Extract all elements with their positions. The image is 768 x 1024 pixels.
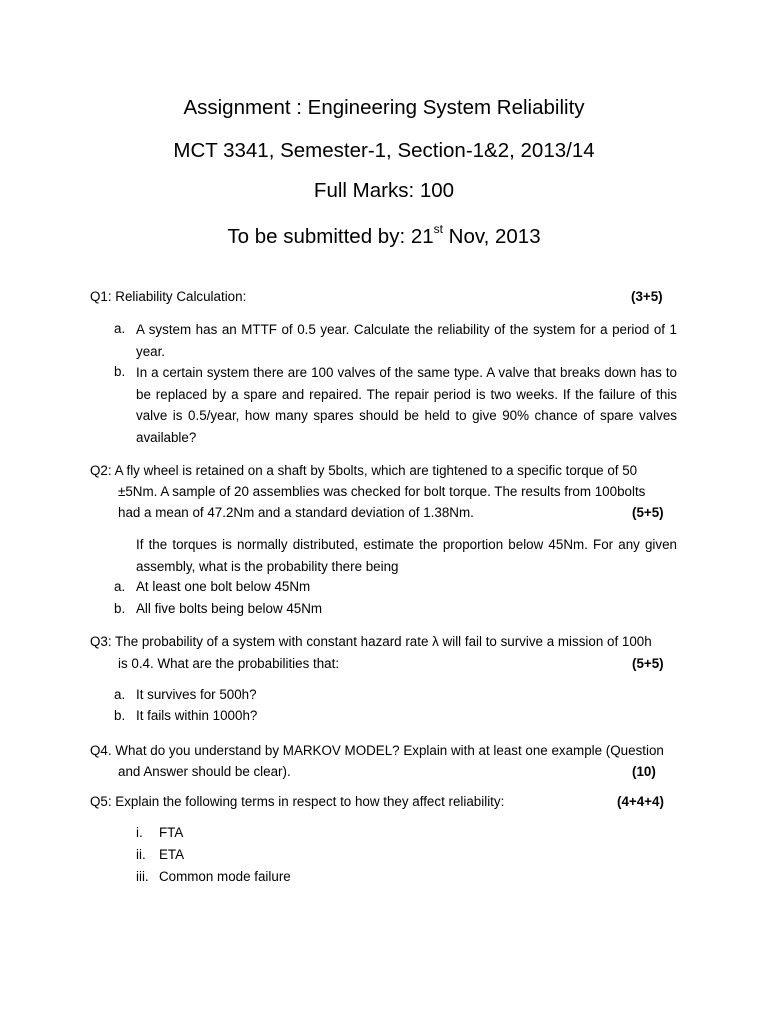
assignment-title: Assignment : Engineering System Reliability [183, 96, 585, 119]
submission-date-superscript: st [433, 222, 443, 236]
q3-a-text: It survives for 500h? [136, 687, 257, 702]
q1-a-text: A system has an MTTF of 0.5 year. Calculate the reliability of the system for a period of 1 year. [136, 322, 677, 359]
q2-a-label: a. [114, 579, 126, 594]
q2-line-1: Q2: A fly wheel is retained on a shaft by 5bolts, which are tightened to a specific torque of 50 [90, 463, 638, 478]
submission-date-suffix: Nov, 2013 [442, 224, 541, 248]
q1-b-label: b. [114, 364, 126, 379]
q5-heading: Q5: Explain the following terms in respect to how they affect reliability: [90, 794, 505, 809]
q2-marks: (5+5) [632, 505, 664, 520]
q5-item-2-text: ETA [159, 847, 185, 862]
q3-b-text: It fails within 1000h? [136, 708, 258, 723]
q5-marks: (4+4+4) [617, 794, 664, 809]
q3-marks: (5+5) [632, 656, 664, 671]
q2-b-text: All five bolts being below 45Nm [136, 601, 323, 616]
q2-b-label: b. [114, 601, 126, 616]
q2-line-2: ±5Nm. A sample of 20 assemblies was checked for bolt torque. The results from 100bolts [118, 484, 646, 499]
q5-item-1-text: FTA [159, 825, 184, 840]
q5-item-3-label: iii. [136, 869, 149, 884]
submission-date-prefix: To be submitted by: 21 [227, 224, 434, 248]
q3-line-1: Q3: The probability of a system with constant hazard rate λ will fail to survive a mission of 100h [90, 634, 652, 649]
q1-marks: (3+5) [631, 289, 663, 304]
course-info: MCT 3341, Semester-1, Section-1&2, 2013/14 [173, 139, 595, 162]
q3-a-label: a. [114, 687, 126, 702]
q1-b-text: In a certain system there are 100 valves of the same type. A valve that breaks down has to be replaced by a spare and repaired. The repair period is two weeks. If the failure of this valve is 0.5/year, how many spares should be held to give 90% chance of spare valves available? [136, 365, 677, 445]
q2-a-text: At least one bolt below 45Nm [136, 579, 311, 594]
q4-line-1: Q4. What do you understand by MARKOV MODEL? Explain with at least one example (Question [90, 743, 664, 758]
q5-item-1-label: i. [136, 825, 143, 840]
q2-intro: If the torques is normally distributed, estimate the proportion below 45Nm. For any given assembly, what is the probability there being [136, 537, 677, 574]
q5-item-2-label: ii. [136, 847, 146, 862]
submission-date [0, 218, 768, 250]
q4-marks: (10) [632, 764, 656, 779]
q2-line-3: had a mean of 47.2Nm and a standard deviation of 1.38Nm. [118, 505, 474, 520]
q4-line-2: and Answer should be clear). [118, 764, 291, 779]
q5-item-3-text: Common mode failure [159, 869, 291, 884]
q3-line-2: is 0.4. What are the probabilities that: [118, 656, 340, 671]
q1-a-label: a. [114, 321, 126, 336]
full-marks: Full Marks: 100 [313, 179, 455, 202]
q1-heading: Q1: Reliability Calculation: [90, 289, 247, 304]
q3-b-label: b. [114, 708, 126, 723]
